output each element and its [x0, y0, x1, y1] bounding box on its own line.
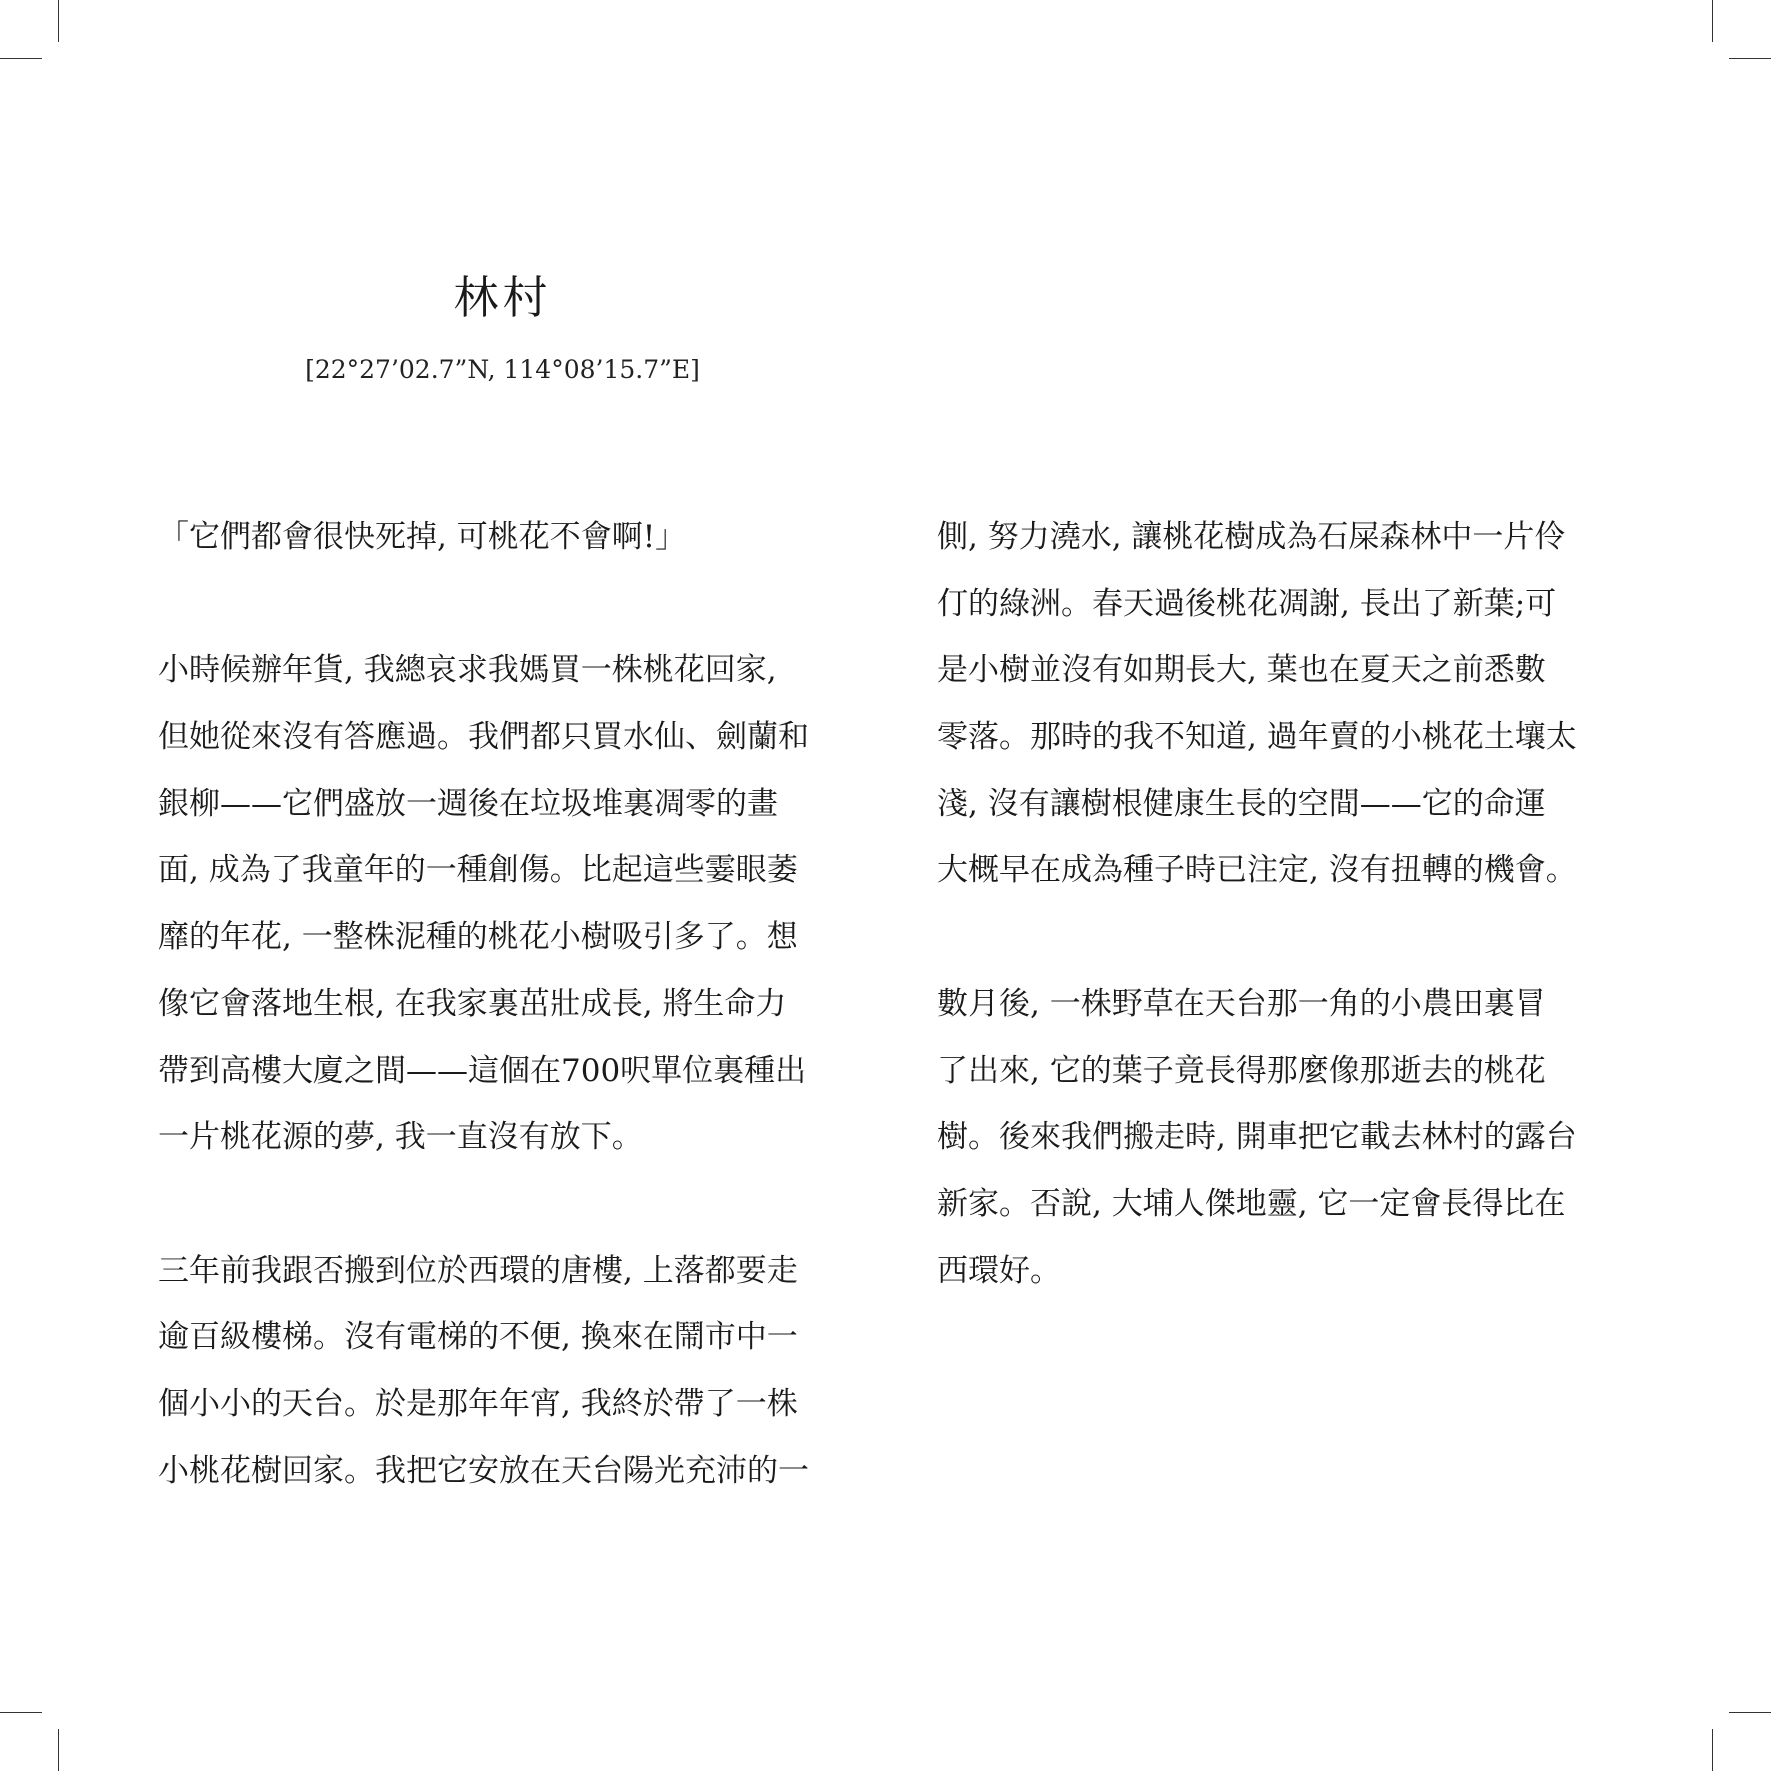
text-line: 樹。後來我們搬走時, 開車把它載去林村的露台: [937, 1119, 1577, 1156]
text-line: 但她從來沒有答應過。我們都只買水仙、劍蘭和: [158, 719, 809, 756]
paragraph-peach-tree-fate: [937, 504, 1627, 904]
text-line: 個小小的天台。於是那年年宵, 我終於帶了一株: [158, 1385, 798, 1422]
text-line: 了出來, 它的葉子竟長得那麼像那逝去的桃花: [937, 1052, 1546, 1089]
text-line: 小時候辦年貨, 我總哀求我媽買一株桃花回家,: [158, 652, 777, 689]
text-line: 面, 成為了我童年的一種創傷。比起這些霎眼萎: [158, 852, 798, 889]
text-line: 帶到高樓大廈之間——這個在700呎單位裏種出: [158, 1052, 807, 1089]
text-line: 靡的年花, 一整株泥種的桃花小樹吸引多了。想: [158, 919, 798, 956]
crop-mark-top-left-horizontal: [0, 58, 42, 59]
text-line: 小桃花樹回家。我把它安放在天台陽光充沛的一: [158, 1452, 809, 1489]
text-line: 數月後, 一株野草在天台那一角的小農田裏冒: [937, 985, 1546, 1022]
crop-mark-top-right-horizontal: [1729, 58, 1771, 59]
crop-mark-bottom-right-horizontal: [1729, 1712, 1771, 1713]
paragraph-rooftop: [158, 1238, 848, 1505]
paragraph-gap: [158, 1171, 848, 1238]
text-line: 像它會落地生根, 在我家裏茁壯成長, 將生命力: [158, 985, 787, 1022]
crop-mark-bottom-left-horizontal: [0, 1712, 42, 1713]
gps-coordinates: [22°27’02.7”N, 114°08’15.7”E]: [305, 355, 700, 384]
text-line: 逾百級樓梯。沒有電梯的不便, 換來在鬧市中一: [158, 1319, 798, 1356]
crop-mark-bottom-right-vertical: [1712, 1729, 1713, 1771]
text-line: 側, 努力澆水, 讓桃花樹成為石屎森林中一片伶: [937, 519, 1566, 555]
text-line: 零落。那時的我不知道, 過年賣的小桃花土壤太: [937, 719, 1577, 756]
text-line: 仃的綠洲。春天過後桃花凋謝, 長出了新葉;可: [937, 585, 1557, 622]
paragraph-gap: [158, 571, 848, 638]
text-line: 一片桃花源的夢, 我一直沒有放下。: [158, 1119, 643, 1156]
crop-mark-bottom-left-vertical: [58, 1729, 59, 1771]
text-line: 淺, 沒有讓樹根健康生長的空間——它的命運: [937, 785, 1546, 822]
text-line: 西環好。: [937, 1252, 1061, 1289]
text-line: 大概早在成為種子時已注定, 沒有扭轉的機會。: [937, 852, 1577, 889]
text-line: 新家。否說, 大埔人傑地靈, 它一定會長得比在: [937, 1185, 1566, 1222]
text-line: 是小樹並沒有如期長大, 葉也在夏天之前悉數: [937, 652, 1546, 689]
page-title: 林村: [453, 271, 552, 324]
paragraph-wild-grass: [937, 971, 1627, 1304]
opening-quote: 「它們都會很快死掉, 可桃花不會啊!」: [158, 519, 687, 555]
text-line: 銀柳——它們盛放一週後在垃圾堆裏凋零的畫: [158, 785, 778, 822]
paragraph-childhood: [158, 637, 848, 1171]
right-column: [937, 504, 1627, 1304]
left-column: [158, 504, 848, 1504]
text-line: 三年前我跟否搬到位於西環的唐樓, 上落都要走: [158, 1252, 798, 1289]
paragraph-gap: [937, 904, 1627, 971]
crop-mark-top-right-vertical: [1712, 0, 1713, 42]
crop-mark-top-left-vertical: [58, 0, 59, 42]
